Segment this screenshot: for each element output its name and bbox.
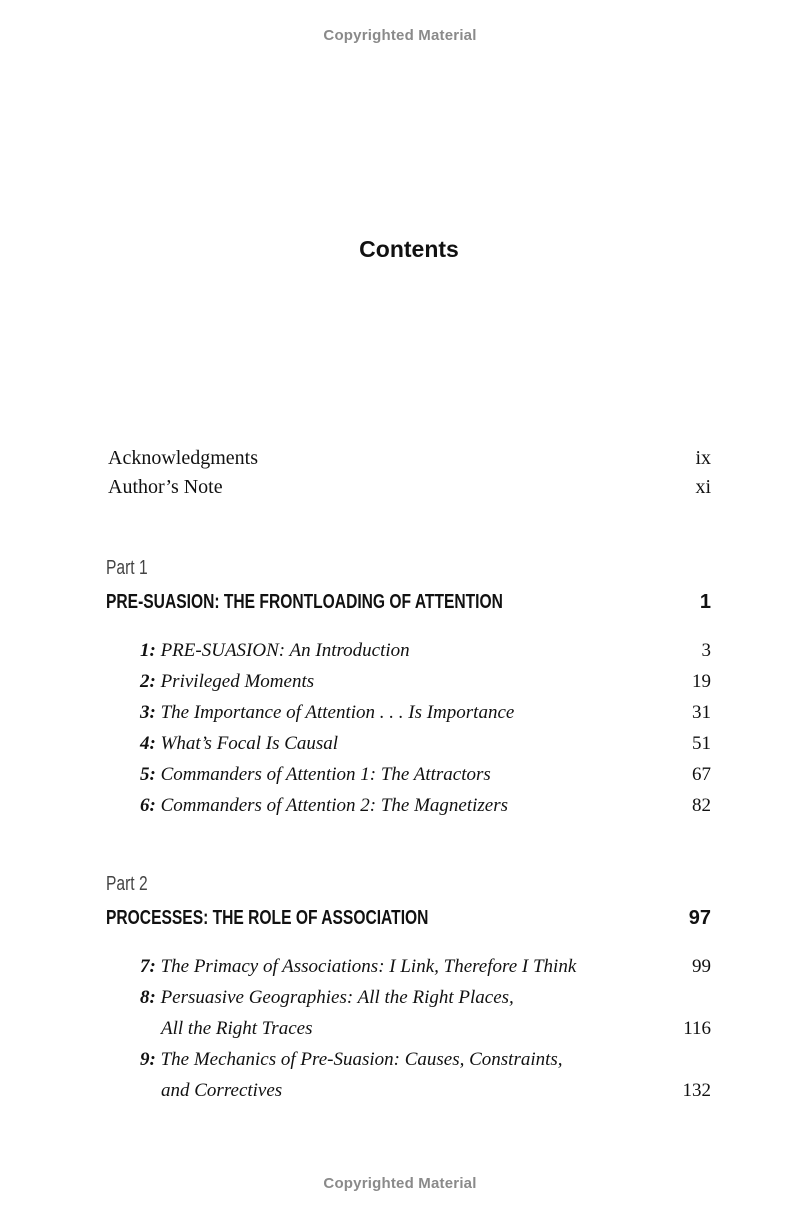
front-matter-page: xi bbox=[695, 476, 711, 498]
chapter-list bbox=[140, 635, 711, 821]
chapter-entry bbox=[140, 759, 711, 790]
part-label: Part 2 bbox=[106, 873, 148, 895]
front-matter-label: Author’s Note bbox=[108, 476, 223, 498]
watermark-bottom: Copyrighted Material bbox=[323, 1175, 477, 1192]
chapter-entry-continuation bbox=[140, 1075, 711, 1106]
chapter-number: 4: bbox=[140, 733, 156, 754]
front-matter-page: ix bbox=[695, 447, 711, 469]
chapter-list bbox=[140, 951, 711, 1106]
part-1-section bbox=[106, 557, 711, 821]
chapter-number: 5: bbox=[140, 764, 156, 785]
chapter-entry bbox=[140, 982, 711, 1013]
chapter-title: The Mechanics of Pre-Suasion: Causes, Constraints, bbox=[160, 1049, 563, 1070]
chapter-title: Privileged Moments bbox=[160, 671, 315, 692]
chapter-page: 99 bbox=[692, 956, 711, 977]
front-matter-item bbox=[108, 447, 711, 476]
watermark-top: Copyrighted Material bbox=[323, 27, 477, 44]
chapter-entry bbox=[140, 790, 711, 821]
chapter-entry-continuation bbox=[140, 1013, 711, 1044]
part-page: 97 bbox=[688, 907, 711, 929]
chapter-number: 2: bbox=[140, 671, 156, 692]
chapter-page: 3 bbox=[701, 640, 711, 661]
part-page: 1 bbox=[699, 591, 711, 613]
chapter-entry bbox=[140, 635, 711, 666]
page-title: Contents bbox=[359, 236, 459, 262]
part-title: PROCESSES: THE ROLE OF ASSOCIATION bbox=[106, 907, 429, 929]
chapter-entry bbox=[140, 728, 711, 759]
chapter-entry bbox=[140, 951, 711, 982]
chapter-number: 8: bbox=[140, 987, 156, 1008]
chapter-title-continuation: All the Right Traces bbox=[161, 1018, 313, 1039]
chapter-number: 6: bbox=[140, 795, 156, 816]
part-label: Part 1 bbox=[106, 557, 148, 579]
part-2-section bbox=[106, 873, 711, 1106]
chapter-page: 82 bbox=[692, 795, 711, 816]
part-heading bbox=[106, 591, 711, 635]
part-heading bbox=[106, 907, 711, 951]
chapter-number: 7: bbox=[140, 956, 156, 977]
chapter-page: 19 bbox=[692, 671, 711, 692]
chapter-entry bbox=[140, 1044, 711, 1075]
chapter-number: 3: bbox=[140, 702, 156, 723]
chapter-number: 1: bbox=[140, 640, 156, 661]
front-matter-item bbox=[108, 476, 711, 505]
chapter-number: 9: bbox=[140, 1049, 156, 1070]
chapter-page: 67 bbox=[692, 764, 711, 785]
chapter-page: 31 bbox=[692, 702, 711, 723]
chapter-page: 116 bbox=[683, 1018, 711, 1039]
chapter-title: Commanders of Attention 2: The Magnetizers bbox=[160, 795, 509, 816]
chapter-title-continuation: and Correctives bbox=[161, 1080, 283, 1101]
chapter-page: 132 bbox=[682, 1080, 711, 1101]
chapter-title: PRE-SUASION: An Introduction bbox=[160, 640, 410, 661]
chapter-entry bbox=[140, 697, 711, 728]
front-matter bbox=[108, 447, 711, 505]
part-title: PRE-SUASION: THE FRONTLOADING OF ATTENTION bbox=[106, 591, 503, 613]
chapter-title: Commanders of Attention 1: The Attractors bbox=[160, 764, 491, 785]
chapter-page: 51 bbox=[692, 733, 711, 754]
chapter-title: Persuasive Geographies: All the Right Places, bbox=[160, 987, 514, 1008]
front-matter-label: Acknowledgments bbox=[108, 447, 258, 469]
chapter-title: What’s Focal Is Causal bbox=[160, 733, 339, 754]
chapter-title: The Primacy of Associations: I Link, Therefore I Think bbox=[160, 956, 577, 977]
chapter-entry bbox=[140, 666, 711, 697]
chapter-title: The Importance of Attention . . . Is Importance bbox=[160, 702, 515, 723]
